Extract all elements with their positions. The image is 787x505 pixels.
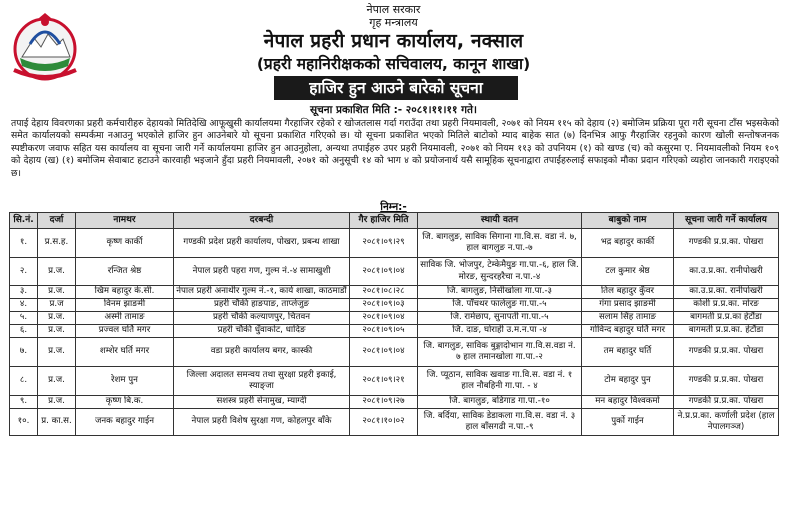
cell-posting: प्रहरी चौकी धुँवाकोट, धादिङ <box>174 325 350 338</box>
cell-address: जि. बागलुङ, निसीखोला गा.पा.-३ <box>418 286 582 299</box>
table-row <box>10 338 779 367</box>
cell-father-name: गंगा प्रसाद झाङमी <box>582 299 674 312</box>
cell-father-name: भद्र बहादुर कार्की <box>582 229 674 258</box>
cell-serial: १. <box>10 229 38 258</box>
cell-father-name: टल कुमार श्रेष्ठ <box>582 258 674 286</box>
cell-issuing-office: बागमती प्र.प्र.का हेटौंडा <box>674 312 779 325</box>
cell-posting: नेपाल प्रहरी विशेष सुरक्षा गण, कोहलपुर बाँके <box>174 409 350 436</box>
cell-rank: प्र.ज. <box>38 396 76 409</box>
cell-address: जि. दाङ, घोराही उ.म.न.पा -४ <box>418 325 582 338</box>
notice-title: हाजिर हुन आउने बारेको सूचना <box>274 76 518 100</box>
col-header-rank: दर्जा <box>38 213 76 229</box>
cell-serial: ६. <box>10 325 38 338</box>
cell-serial: ३. <box>10 286 38 299</box>
cell-absent-date: २०८१।०९।०४ <box>350 338 418 367</box>
cell-rank: प्र.ज <box>38 299 76 312</box>
cell-name: कृष्ण कार्की <box>76 229 174 258</box>
cell-father-name: टोम बहादुर पुन <box>582 367 674 396</box>
cell-serial: ९. <box>10 396 38 409</box>
cell-name: जनक बहादुर गाईन <box>76 409 174 436</box>
col-header-issuing-office: सूचना जारी गर्ने कार्यालय <box>674 213 779 229</box>
cell-posting: नेपाल प्रहरी पहरा गण, गुल्म नं.-४ सामाखुशी <box>174 258 350 286</box>
cell-rank: प्र.स.ह. <box>38 229 76 258</box>
table-row <box>10 286 779 299</box>
cell-issuing-office: बागमती प्र.प्र.का. हेटौंडा <box>674 325 779 338</box>
ministry-name: गृह मन्त्रालय <box>369 16 418 29</box>
cell-name: अस्मी तामाङ <box>76 312 174 325</box>
table-row <box>10 396 779 409</box>
orders-label: निम्न:- <box>380 201 407 213</box>
cell-issuing-office: गण्डकी प्र.प्र.का. पोखरा <box>674 229 779 258</box>
cell-rank: प्र.ज. <box>38 286 76 299</box>
cell-posting: प्रहरी चौकी हाङपाङ, ताप्लेजुङ <box>174 299 350 312</box>
cell-posting: सशस्त्र प्रहरी सेनामुख, म्याग्दी <box>174 396 350 409</box>
cell-address: जि. बागलुङ, साविक सिगाना गा.वि.स. वडा नं. ७, हाल बागलुङ न.पा.-७ <box>418 229 582 258</box>
cell-father-name: सलाम सिंह तामाङ <box>582 312 674 325</box>
cell-issuing-office: गण्डकी प्र.प्र.का. पोखरा <box>674 338 779 367</box>
cell-father-name: गोविन्द बहादुर घर्ति मगर <box>582 325 674 338</box>
cell-name: विनम झाङमी <box>76 299 174 312</box>
cell-absent-date: २०८१।०९।०३ <box>350 299 418 312</box>
table-row <box>10 229 779 258</box>
cell-father-name: तम बहादुर घर्ति <box>582 338 674 367</box>
cell-name: रेशम पुन <box>76 367 174 396</box>
cell-name: कृष्ण बि.क. <box>76 396 174 409</box>
absentee-table <box>9 212 779 436</box>
cell-serial: ७. <box>10 338 38 367</box>
table-row <box>10 299 779 312</box>
cell-address: जि. बागलुङ, साविक बुङ्गादोभान गा.वि.स.वडा नं. ७ हाल तमानखोला गा.पा.-२ <box>418 338 582 367</box>
col-header-serial: सि.नं. <box>10 213 38 229</box>
table-row <box>10 258 779 286</box>
cell-address: जि. पाँचथर फालेलुङ गा.पा.-५ <box>418 299 582 312</box>
cell-issuing-office: कोशी प्र.प्र.का. मोरङ <box>674 299 779 312</box>
publication-date: सूचना प्रकाशित मिति :- २०८१।११।११ गते। <box>310 104 477 116</box>
office-subtitle: (प्रहरी महानिरीक्षकको सचिवालय, कानून शाखा) <box>256 55 531 73</box>
office-name: नेपाल प्रहरी प्रधान कार्यालय, नक्साल <box>263 30 524 52</box>
notice-body: तपाई देहाय विवरणका प्रहरी कर्मचारीहरु देहायको मितिदेखि आफूखुसी कार्यालयमा गैरहाजिर रहेको र खोजतलास गर्दा गराउँदा तथा प्रहरी नियमावली, २०७१ को नियम ११५ को देहाय (२) बमोजिम प्रक्रिया पूरा गरी सूचना टाँस भइसकेको समेत कार्यालयको सम्पर्कमा नआउनु भएकोले हाजिर हुन आउनेबारे यो सूचना प्रकाशित गरिएको छ। यो सूचना प्रकाशित भएको मितिले बाटोको म्याद बाहेक सात (७) दिनभित्र आफु गैरहाजिर रहनुको कारण खोली सन्तोषजनक स्पष्टीकरण जवाफ सहित यस कार्यालय वा सूचना जारी गर्ने कार्यालयमा हाजिर हुन आउनुहोला, अन्यथा तपाईहरु उपर प्रहरी नियमावली, २०७१ को नियम ११३ को उपनियम (१) को खण्ड (च) को कसुरमा ए. नियमावलीको नियम १०९ को देहाय (ख) (१) बमोजिम सेवाबाट हटाउने कारवाही भइजाने हुँदा प्रहरी नियमावली, २०७१ को अनुसूची १४ को भाग ४ को प्रयोजनार्थ यसै सामूहिक सूचनाद्वारा तपाईहरुलाई सफाइको मौका प्रदान गरिएको व्यहोरा जानकारी गराइएको छ। <box>11 118 779 179</box>
cell-rank: प्र.ज. <box>38 338 76 367</box>
cell-posting: प्रहरी चौकी कल्याणपुर, चितवन <box>174 312 350 325</box>
cell-absent-date: २०८१।१०।०२ <box>350 409 418 436</box>
col-header-name: नामथर <box>76 213 174 229</box>
cell-serial: २. <box>10 258 38 286</box>
table-header-row <box>10 213 779 229</box>
cell-issuing-office: का.उ.प्र.का. रानीपोखरी <box>674 258 779 286</box>
col-header-father-name: बाबुको नाम <box>582 213 674 229</box>
cell-issuing-office: ने.प्र.प्र.का. कर्णाली प्रदेश (हाल नेपालगञ्ज) <box>674 409 779 436</box>
cell-serial: ४. <box>10 299 38 312</box>
col-header-posting: दरबन्दी <box>174 213 350 229</box>
table-row <box>10 325 779 338</box>
table-row <box>10 409 779 436</box>
cell-absent-date: २०८१।०९।०४ <box>350 258 418 286</box>
cell-serial: ५. <box>10 312 38 325</box>
cell-name: प्रज्वल घर्ति मगर <box>76 325 174 338</box>
cell-rank: प्र.ज. <box>38 325 76 338</box>
cell-issuing-office: गण्डकी प्र.प्र.का. पोखरा <box>674 396 779 409</box>
cell-father-name: मन बहादुर विश्वकर्मा <box>582 396 674 409</box>
cell-name: रन्जित श्रेष्ठ <box>76 258 174 286</box>
cell-posting: वडा प्रहरी कार्यालय बगर, कास्की <box>174 338 350 367</box>
cell-name: शम्शेर घर्ति मगर <box>76 338 174 367</box>
cell-father-name: तिल बहादुर कुँवर <box>582 286 674 299</box>
cell-address: जि. बागलुङ, बडिगाड गा.पा.-१० <box>418 396 582 409</box>
cell-posting: गण्डकी प्रदेश प्रहरी कार्यालय, पोखरा, प्रबन्ध शाखा <box>174 229 350 258</box>
cell-absent-date: २०८१।०९।०५ <box>350 325 418 338</box>
cell-absent-date: २०८१।०९।२७ <box>350 396 418 409</box>
cell-absent-date: २०८१।०९।०४ <box>350 312 418 325</box>
cell-address: साविक जि. भोजपुर, टेम्केमैयुङ गा.पा.-६, हाल जि. मोरङ, सुन्दरहरैचा न.पा.-४ <box>418 258 582 286</box>
cell-rank: प्र.ज. <box>38 367 76 396</box>
cell-absent-date: २०८१।०९।२१ <box>350 367 418 396</box>
cell-name: खिम बहादुर के.सी. <box>76 286 174 299</box>
col-header-absent-date: गैर हाजिर मिति <box>350 213 418 229</box>
table-row <box>10 367 779 396</box>
cell-father-name: पुर्को गाईन <box>582 409 674 436</box>
cell-issuing-office: का.उ.प्र.का. रानीपोखरी <box>674 286 779 299</box>
government-name: नेपाल सरकार <box>366 3 421 16</box>
cell-rank: प्र. का.स. <box>38 409 76 436</box>
col-header-address: स्थायी वतन <box>418 213 582 229</box>
cell-serial: ८. <box>10 367 38 396</box>
cell-absent-date: २०८१।०९।२९ <box>350 229 418 258</box>
cell-address: जि. रामेछाप, सुनापती गा.पा.-५ <box>418 312 582 325</box>
cell-serial: १०. <box>10 409 38 436</box>
cell-absent-date: २०८१।०८।२८ <box>350 286 418 299</box>
cell-issuing-office: गण्डकी प्र.प्र.का. पोखरा <box>674 367 779 396</box>
cell-rank: प्र.ज. <box>38 258 76 286</box>
table-row <box>10 312 779 325</box>
cell-address: जि. बर्दिया, साविक डेडाकला गा.वि.स. वडा नं. ३ हाल बाँसगढी न.पा.-९ <box>418 409 582 436</box>
cell-posting: नेपाल प्रहरी अनाथीर गुल्म नं.-१, कार्य शाखा, काठमाडौं <box>174 286 350 299</box>
cell-rank: प्र.ज. <box>38 312 76 325</box>
cell-address: जि. प्यूठान, साविक खवाङ गा.वि.स. वडा नं. १ हाल नौबहिनी गा.पा. - ४ <box>418 367 582 396</box>
cell-posting: जिल्ला अदालत समन्वय तथा सुरक्षा प्रहरी इकाई, स्याङ्जा <box>174 367 350 396</box>
